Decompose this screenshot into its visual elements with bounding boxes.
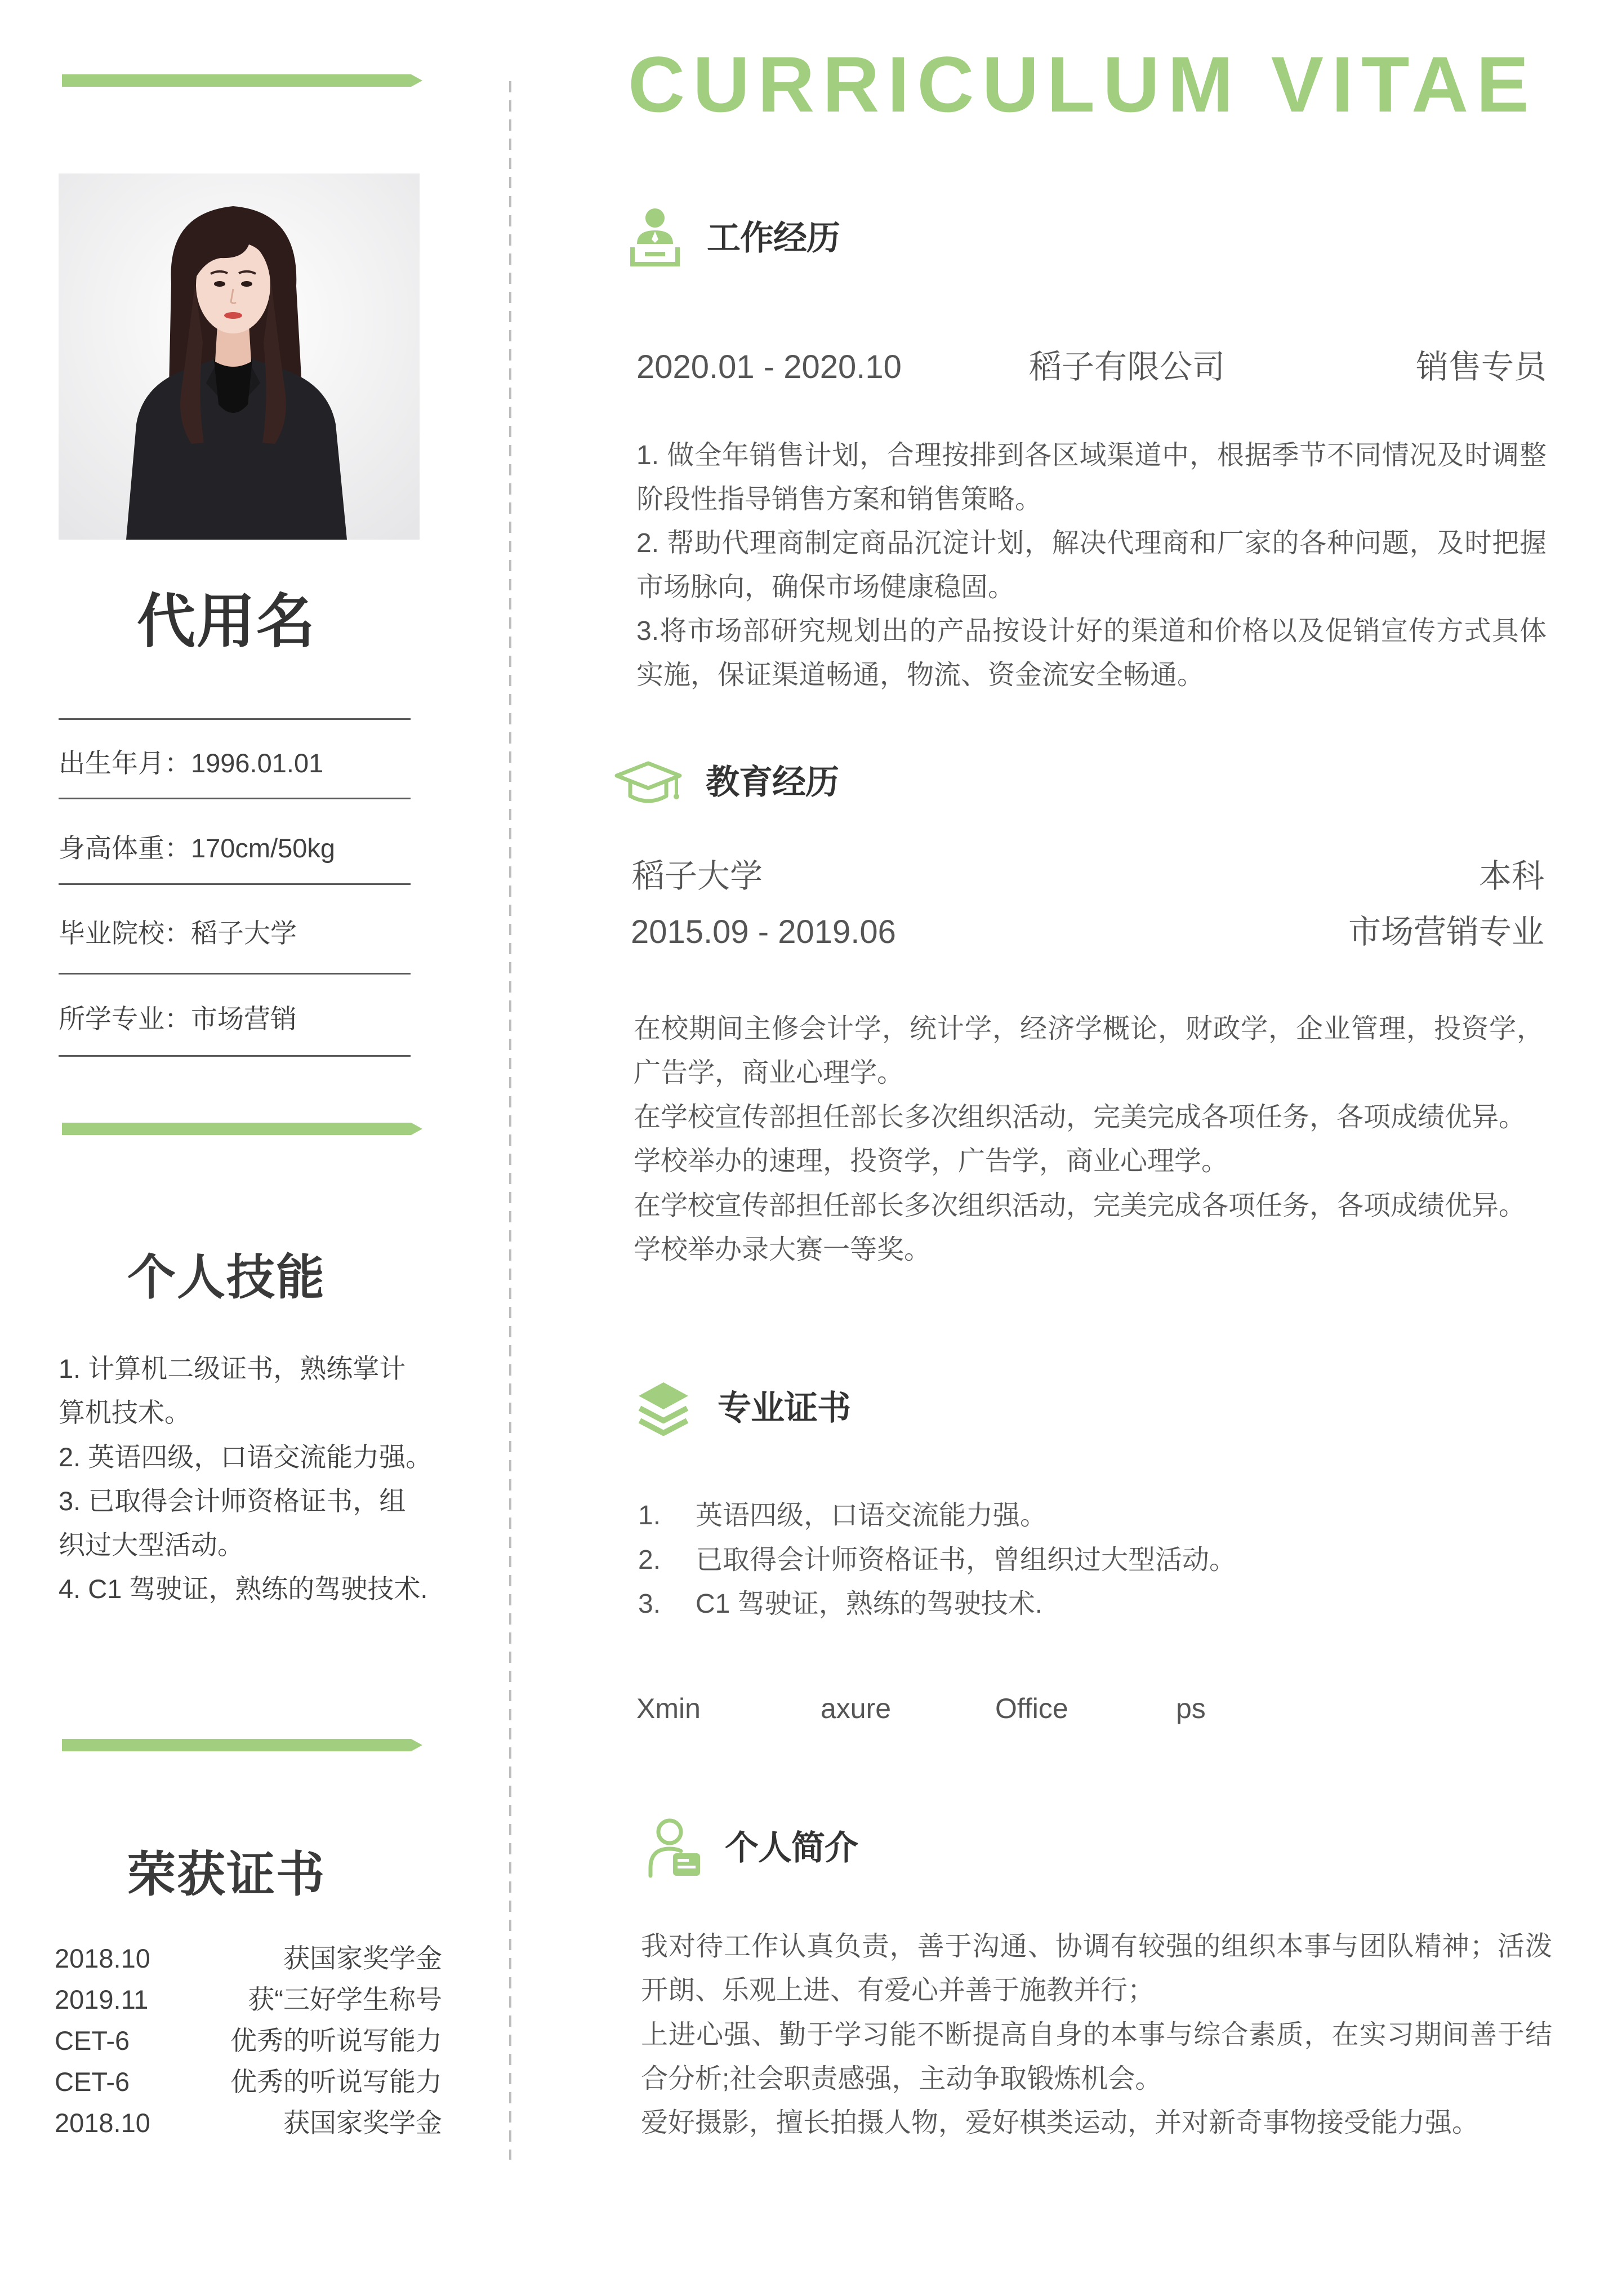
info-value: 1996.01.01 bbox=[191, 748, 324, 778]
award-date: 2018.10 bbox=[55, 2108, 150, 2138]
profile-photo bbox=[59, 173, 420, 540]
divider bbox=[59, 718, 411, 720]
software-tag: Office bbox=[995, 1693, 1068, 1724]
divider bbox=[59, 1055, 411, 1057]
skill-line: 1. 计算机二级证书，熟练掌计 bbox=[59, 1354, 406, 1383]
intro-paragraph: 上进心强、勤于学习能不断提高自身的本事与综合素质，在实习期间善于结合分析;社会职责感强，主动争取锻炼机会。 bbox=[641, 2019, 1552, 2094]
info-value: 稻子大学 bbox=[191, 918, 297, 948]
award-date: CET-6 bbox=[55, 2067, 130, 2097]
stacked-layers-icon bbox=[635, 1379, 691, 1441]
info-row-birth-date bbox=[59, 746, 419, 780]
certificate-number: 2. bbox=[638, 1545, 661, 1575]
award-date: 2018.10 bbox=[55, 1943, 150, 1973]
software-tag: axure bbox=[821, 1693, 892, 1724]
certificates-heading: 专业证书 bbox=[718, 1389, 850, 1427]
accent-bar-awards bbox=[62, 1738, 422, 1752]
award-row bbox=[55, 2102, 442, 2143]
info-row-major bbox=[59, 1002, 419, 1036]
awards-list bbox=[55, 1938, 442, 2143]
skill-line: 织过大型活动。 bbox=[59, 1530, 244, 1560]
skill-line: 4. C1 驾驶证，熟练的驾驶技术. bbox=[59, 1574, 428, 1604]
award-text: 获国家奖学金 bbox=[283, 2108, 442, 2138]
award-row bbox=[55, 2061, 442, 2102]
certificates-list bbox=[638, 1494, 1483, 1627]
intro-heading: 个人简介 bbox=[725, 1829, 858, 1867]
intro-paragraph: 爱好摄影，擅长拍摄人物，爱好棋类运动，并对新奇事物接受能力强。 bbox=[641, 2108, 1480, 2138]
award-text: 优秀的听说写能力 bbox=[230, 2026, 442, 2055]
award-date: 2019.11 bbox=[55, 1984, 149, 2014]
education-school: 稻子大学 bbox=[632, 858, 763, 895]
info-value: 170cm/50kg bbox=[191, 833, 336, 863]
document-title: CURRICULUM VITAE bbox=[628, 40, 1537, 128]
candidate-name: 代用名 bbox=[136, 589, 316, 655]
skills-list bbox=[59, 1347, 464, 1612]
certificate-item bbox=[638, 1538, 1483, 1583]
info-label: 身高体重： bbox=[59, 833, 191, 863]
award-text: 优秀的听说写能力 bbox=[230, 2067, 442, 2097]
software-tag: Xmin bbox=[636, 1693, 701, 1724]
certificate-number: 1. bbox=[638, 1501, 661, 1530]
education-detail: 在学校宣传部担任部长多次组织活动，完美完成各项任务，各项成绩优异。 bbox=[634, 1190, 1526, 1221]
skill-line: 3. 已取得会计师资格证书，组 bbox=[59, 1485, 406, 1516]
column-separator bbox=[508, 81, 513, 2160]
certificate-item bbox=[638, 1582, 1483, 1627]
person-at-desk-icon bbox=[629, 206, 681, 268]
software-tag: ps bbox=[1176, 1693, 1206, 1724]
divider bbox=[59, 883, 411, 885]
certificate-text: C1 驾驶证，熟练的驾驶技术. bbox=[696, 1589, 1043, 1619]
education-school-row bbox=[632, 857, 1544, 896]
award-row bbox=[55, 1979, 442, 2020]
accent-bar-top bbox=[62, 73, 422, 88]
info-label: 所学专业： bbox=[59, 1004, 191, 1034]
education-heading: 教育经历 bbox=[706, 763, 839, 801]
work-heading: 工作经历 bbox=[707, 219, 840, 257]
award-date: CET-6 bbox=[55, 2026, 130, 2055]
skill-line: 算机技术。 bbox=[59, 1398, 191, 1428]
info-value: 市场营销 bbox=[191, 1004, 297, 1034]
certificate-text: 已取得会计师资格证书，曾组织过大型活动。 bbox=[696, 1545, 1237, 1575]
work-duty: 3.将市场部研究规划出的产品按设计好的渠道和价格以及促销宣传方式具体实施，保证渠道畅通，物流、资金流安全畅通。 bbox=[636, 616, 1547, 690]
accent-bar-skills bbox=[62, 1122, 422, 1136]
info-label: 出生年月： bbox=[59, 748, 191, 778]
work-duty: 1. 做全年销售计划，合理按排到各区域渠道中，根据季节不同情况及时调整阶段性指导销售方案和销售策略。 bbox=[636, 440, 1547, 514]
certificate-number: 3. bbox=[638, 1589, 661, 1619]
education-detail: 在校期间主修会计学，统计学，经济学概论，财政学，企业管理，投资学，广告学，商业心理学。 bbox=[634, 1014, 1544, 1088]
graduation-cap-icon bbox=[613, 760, 684, 809]
intro-paragraph: 我对待工作认真负责，善于沟通、协调有较强的组织本事与团队精神；活泼开朗、乐观上进、有爱心并善于施教并行； bbox=[641, 1932, 1552, 2006]
certificate-item bbox=[638, 1494, 1483, 1538]
education-details bbox=[634, 1007, 1544, 1272]
award-row bbox=[55, 2020, 442, 2061]
info-row-height-weight bbox=[59, 831, 419, 865]
divider bbox=[59, 973, 411, 975]
divider bbox=[59, 798, 411, 799]
awards-heading: 荣获证书 bbox=[127, 1848, 326, 1902]
certificate-text: 英语四级，口语交流能力强。 bbox=[696, 1501, 1048, 1530]
info-row-school bbox=[59, 916, 419, 950]
education-degree: 本科 bbox=[1478, 858, 1544, 895]
work-position: 销售专员 bbox=[1415, 349, 1547, 385]
work-entry-header bbox=[636, 348, 1547, 387]
software-skills bbox=[636, 1688, 1369, 1729]
intro-text bbox=[641, 1925, 1552, 2145]
education-detail: 学校举办录大赛一等奖。 bbox=[634, 1235, 932, 1265]
award-text: 获“三好学生称号 bbox=[248, 1984, 442, 2014]
skill-line: 2. 英语四级，口语交流能力强。 bbox=[59, 1441, 433, 1472]
work-duty: 2. 帮助代理商制定商品沉淀计划，解决代理商和厂家的各种问题，及时把握市场脉向，确保市场健康稳固。 bbox=[636, 528, 1547, 602]
education-period-row bbox=[631, 913, 1544, 952]
info-label: 毕业院校： bbox=[59, 918, 191, 948]
education-detail: 学校举办的速理，投资学，广告学，商业心理学。 bbox=[634, 1146, 1229, 1177]
education-period: 2015.09 - 2019.06 bbox=[631, 914, 896, 950]
skills-heading: 个人技能 bbox=[127, 1251, 326, 1305]
work-company: 稻子有限公司 bbox=[1029, 349, 1226, 385]
award-text: 获国家奖学金 bbox=[283, 1943, 442, 1973]
education-detail: 在学校宣传部担任部长多次组织活动，完美完成各项任务，各项成绩优异。 bbox=[634, 1102, 1526, 1132]
work-period: 2020.01 - 2020.10 bbox=[636, 349, 902, 385]
education-major: 市场营销专业 bbox=[1348, 914, 1544, 950]
person-id-card-icon bbox=[647, 1816, 703, 1879]
award-row bbox=[55, 1938, 442, 1979]
work-duties bbox=[636, 434, 1547, 697]
